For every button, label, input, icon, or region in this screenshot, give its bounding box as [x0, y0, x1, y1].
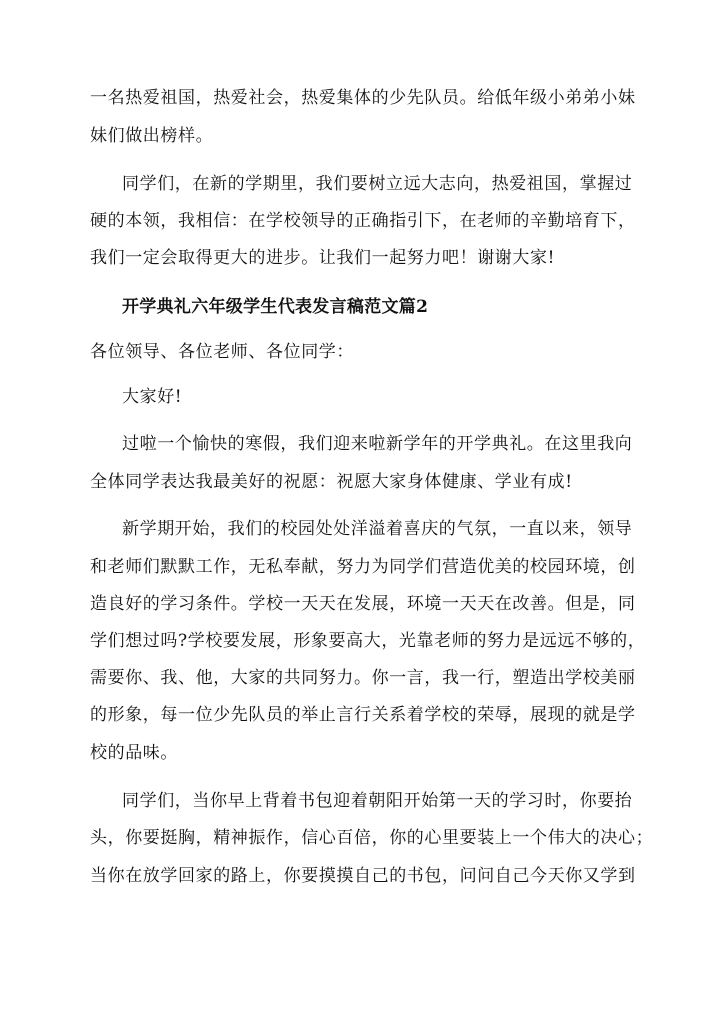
text-line: 同学们，在新的学期里，我们要树立远大志向，热爱祖国，掌握过 [122, 174, 633, 194]
salutation: 各位领导、各位老师、各位同学： [90, 342, 354, 362]
text-line: 的形象，每一位少先队员的举止言行关系着学校的荣辱，展现的就是学 [90, 705, 636, 725]
text-line: 学们想过吗?学校要发展，形象要高大，光靠老师的努力是远远不够的， [90, 631, 646, 651]
text-line: 需要你、我、他，大家的共同努力。你一言，我一行，塑造出学校美丽 [90, 668, 636, 688]
section-heading: 开学典礼六年级学生代表发言稿范文篇2 [122, 297, 429, 317]
text-line: 我们一定会取得更大的进步。让我们一起努力吧！谢谢大家! [90, 248, 556, 268]
text-line: 新学期开始，我们的校园处处洋溢着喜庆的气氛，一直以来，领导 [122, 519, 633, 539]
text-line: 当你在放学回家的路上，你要摸摸自己的书包，问问自己今天你又学到 [90, 866, 636, 886]
text-line: 过啦一个愉快的寒假，我们迎来啦新学年的开学典礼。在这里我向 [122, 434, 633, 454]
text-line: 全体同学表达我最美好的祝愿：祝愿大家身体健康、学业有成! [90, 472, 573, 492]
text-line: 造良好的学习条件。学校一天天在发展，环境一天天在改善。但是，同 [90, 594, 636, 614]
text-line: 和老师们默默工作，无私奉献，努力为同学们营造优美的校园环境，创 [90, 557, 636, 577]
text-line: 同学们，当你早上背着书包迎着朝阳开始第一天的学习时，你要抬 [122, 791, 633, 811]
text-line: 妹们做出榜样。 [90, 126, 214, 146]
text-line: 一名热爱祖国，热爱社会，热爱集体的少先队员。给低年级小弟弟小妹 [90, 88, 636, 108]
text-line: 硬的本领，我相信：在学校领导的正确指引下，在老师的辛勤培育下， [90, 211, 636, 231]
text-line: 头，你要挺胸，精神振作，信心百倍，你的心里要装上一个伟大的决心； [90, 828, 654, 848]
text-line: 校的品味。 [90, 743, 178, 763]
greeting: 大家好! [122, 387, 183, 407]
